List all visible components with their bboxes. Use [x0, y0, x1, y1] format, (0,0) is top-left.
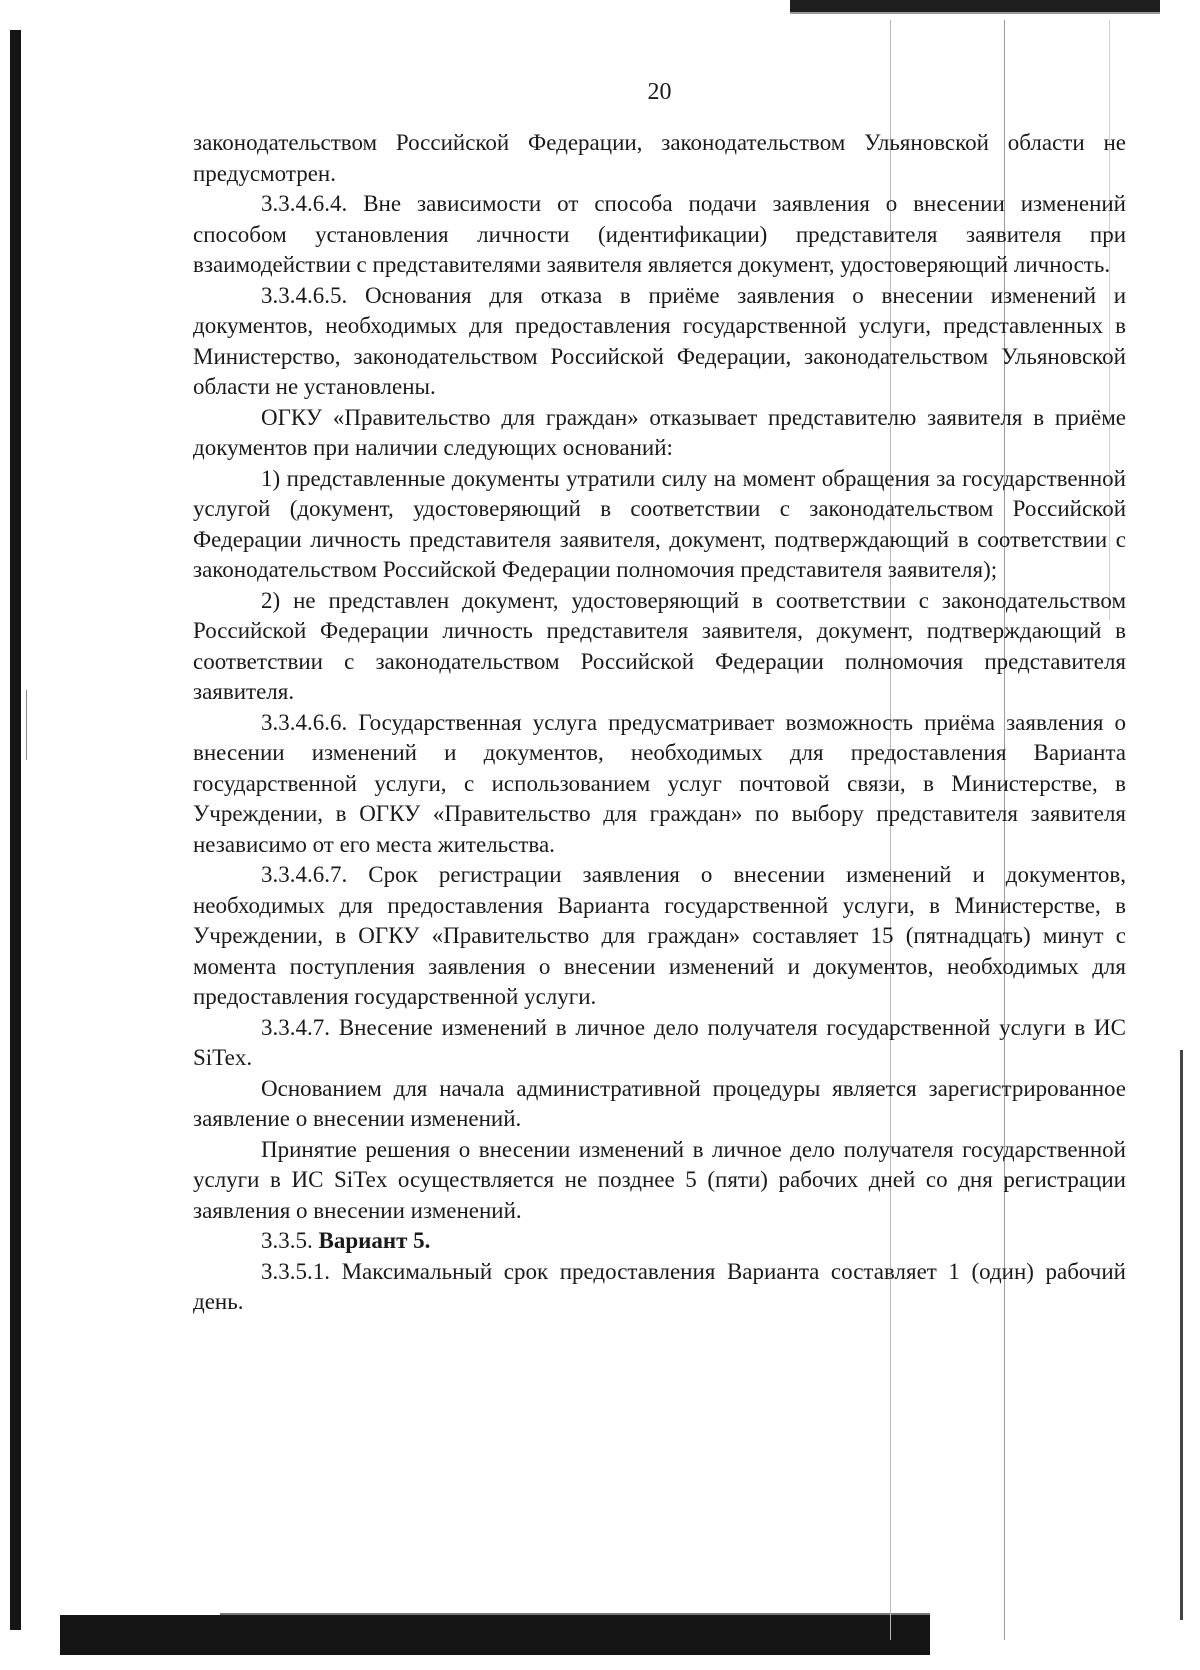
- paragraph: 3.3.4.6.7. Срок регистрации заявления о внесении изменений и документов, необходимых для предоставления Варианта государственной услуги, в Министерстве, в Учреждении, в ОГКУ «Правительство для граждан» составляет 15 (пятнадцать) минут с момента поступления заявления о внесении изменений и документов, необходимых для предоставления государственной услуги.: [193, 862, 1126, 1009]
- paragraph: 3.3.4.6.4. Вне зависимости от способа подачи заявления о внесении изменений способом установления личности (идентификации) представителя заявителя при взаимодействии с представителями заявителя является документ, удостоверяющий личность.: [193, 191, 1126, 277]
- scan-edge-bottom: [60, 1615, 930, 1655]
- paragraph: 3.3.4.6.6. Государственная услуга предусматривает возможность приёма заявления о внесении изменений и документов, необходимых для предоставления Варианта государственной услуги, с использованием услуг почтовой связи, в Министерстве, в Учреждении, в ОГКУ «Правительство для граждан» по выбору представителя заявителя независимо от его места жительства.: [193, 709, 1126, 857]
- paragraph: законодательством Российской Федерации, законодательством Ульяновской области не предусмотрен.: [193, 130, 1126, 186]
- scan-edge-right: [1180, 1050, 1183, 1620]
- list-item: 2) не представлен документ, удостоверяющий в соответствии с законодательством Российской Федерации личность представителя заявителя, документ, подтверждающий в соответствии с законодательством Российской Федерации полномочия представителя заявителя.: [193, 587, 1126, 704]
- paragraph: 3.3.4.7. Внесение изменений в личное дело получателя государственной услуги в ИС SiTex.: [193, 1014, 1126, 1070]
- margin-mark: [26, 690, 27, 760]
- scan-edge-top-thin: [790, 12, 1160, 14]
- section-heading: [193, 1226, 1126, 1257]
- paragraph: ОГКУ «Правительство для граждан» отказывает представителю заявителя в приёме документов при наличии следующих оснований:: [193, 404, 1126, 460]
- paragraph: Принятие решения о внесении изменений в личное дело получателя государственной услуги в ИС SiTex осуществляется не позднее 5 (пяти) рабочих дней со дня регистрации заявления о внесении изменений.: [193, 1136, 1126, 1223]
- paragraph: 3.3.5.1. Максимальный срок предоставления Варианта составляет 1 (один) рабочий день.: [193, 1258, 1126, 1314]
- scan-edge-top: [790, 0, 1160, 12]
- scan-edge-left: [10, 30, 21, 1630]
- paragraph: 3.3.4.6.5. Основания для отказа в приёме заявления о внесении изменений и документов, необходимых для предоставления государственной услуги, представленных в Министерство, законодательством Российской Федерации, законодательством Ульяновской области не установлены.: [193, 282, 1126, 399]
- document-page: [193, 72, 1126, 1318]
- section-title: Вариант 5.: [318, 1228, 431, 1253]
- page-number: 20: [647, 79, 672, 105]
- list-item: 1) представленные документы утратили силу на момент обращения за государственной услугой (документ, удостоверяющий в соответствии с законодательством Российской Федерации личность представителя заявителя, документ, подтверждающий в соответствии с законодательством Российской Федерации полномочия представителя заявителя);: [193, 465, 1126, 582]
- section-number: 3.3.5.: [261, 1228, 313, 1253]
- paragraph: Основанием для начала административной процедуры является зарегистрированное заявление о внесении изменений.: [193, 1075, 1126, 1131]
